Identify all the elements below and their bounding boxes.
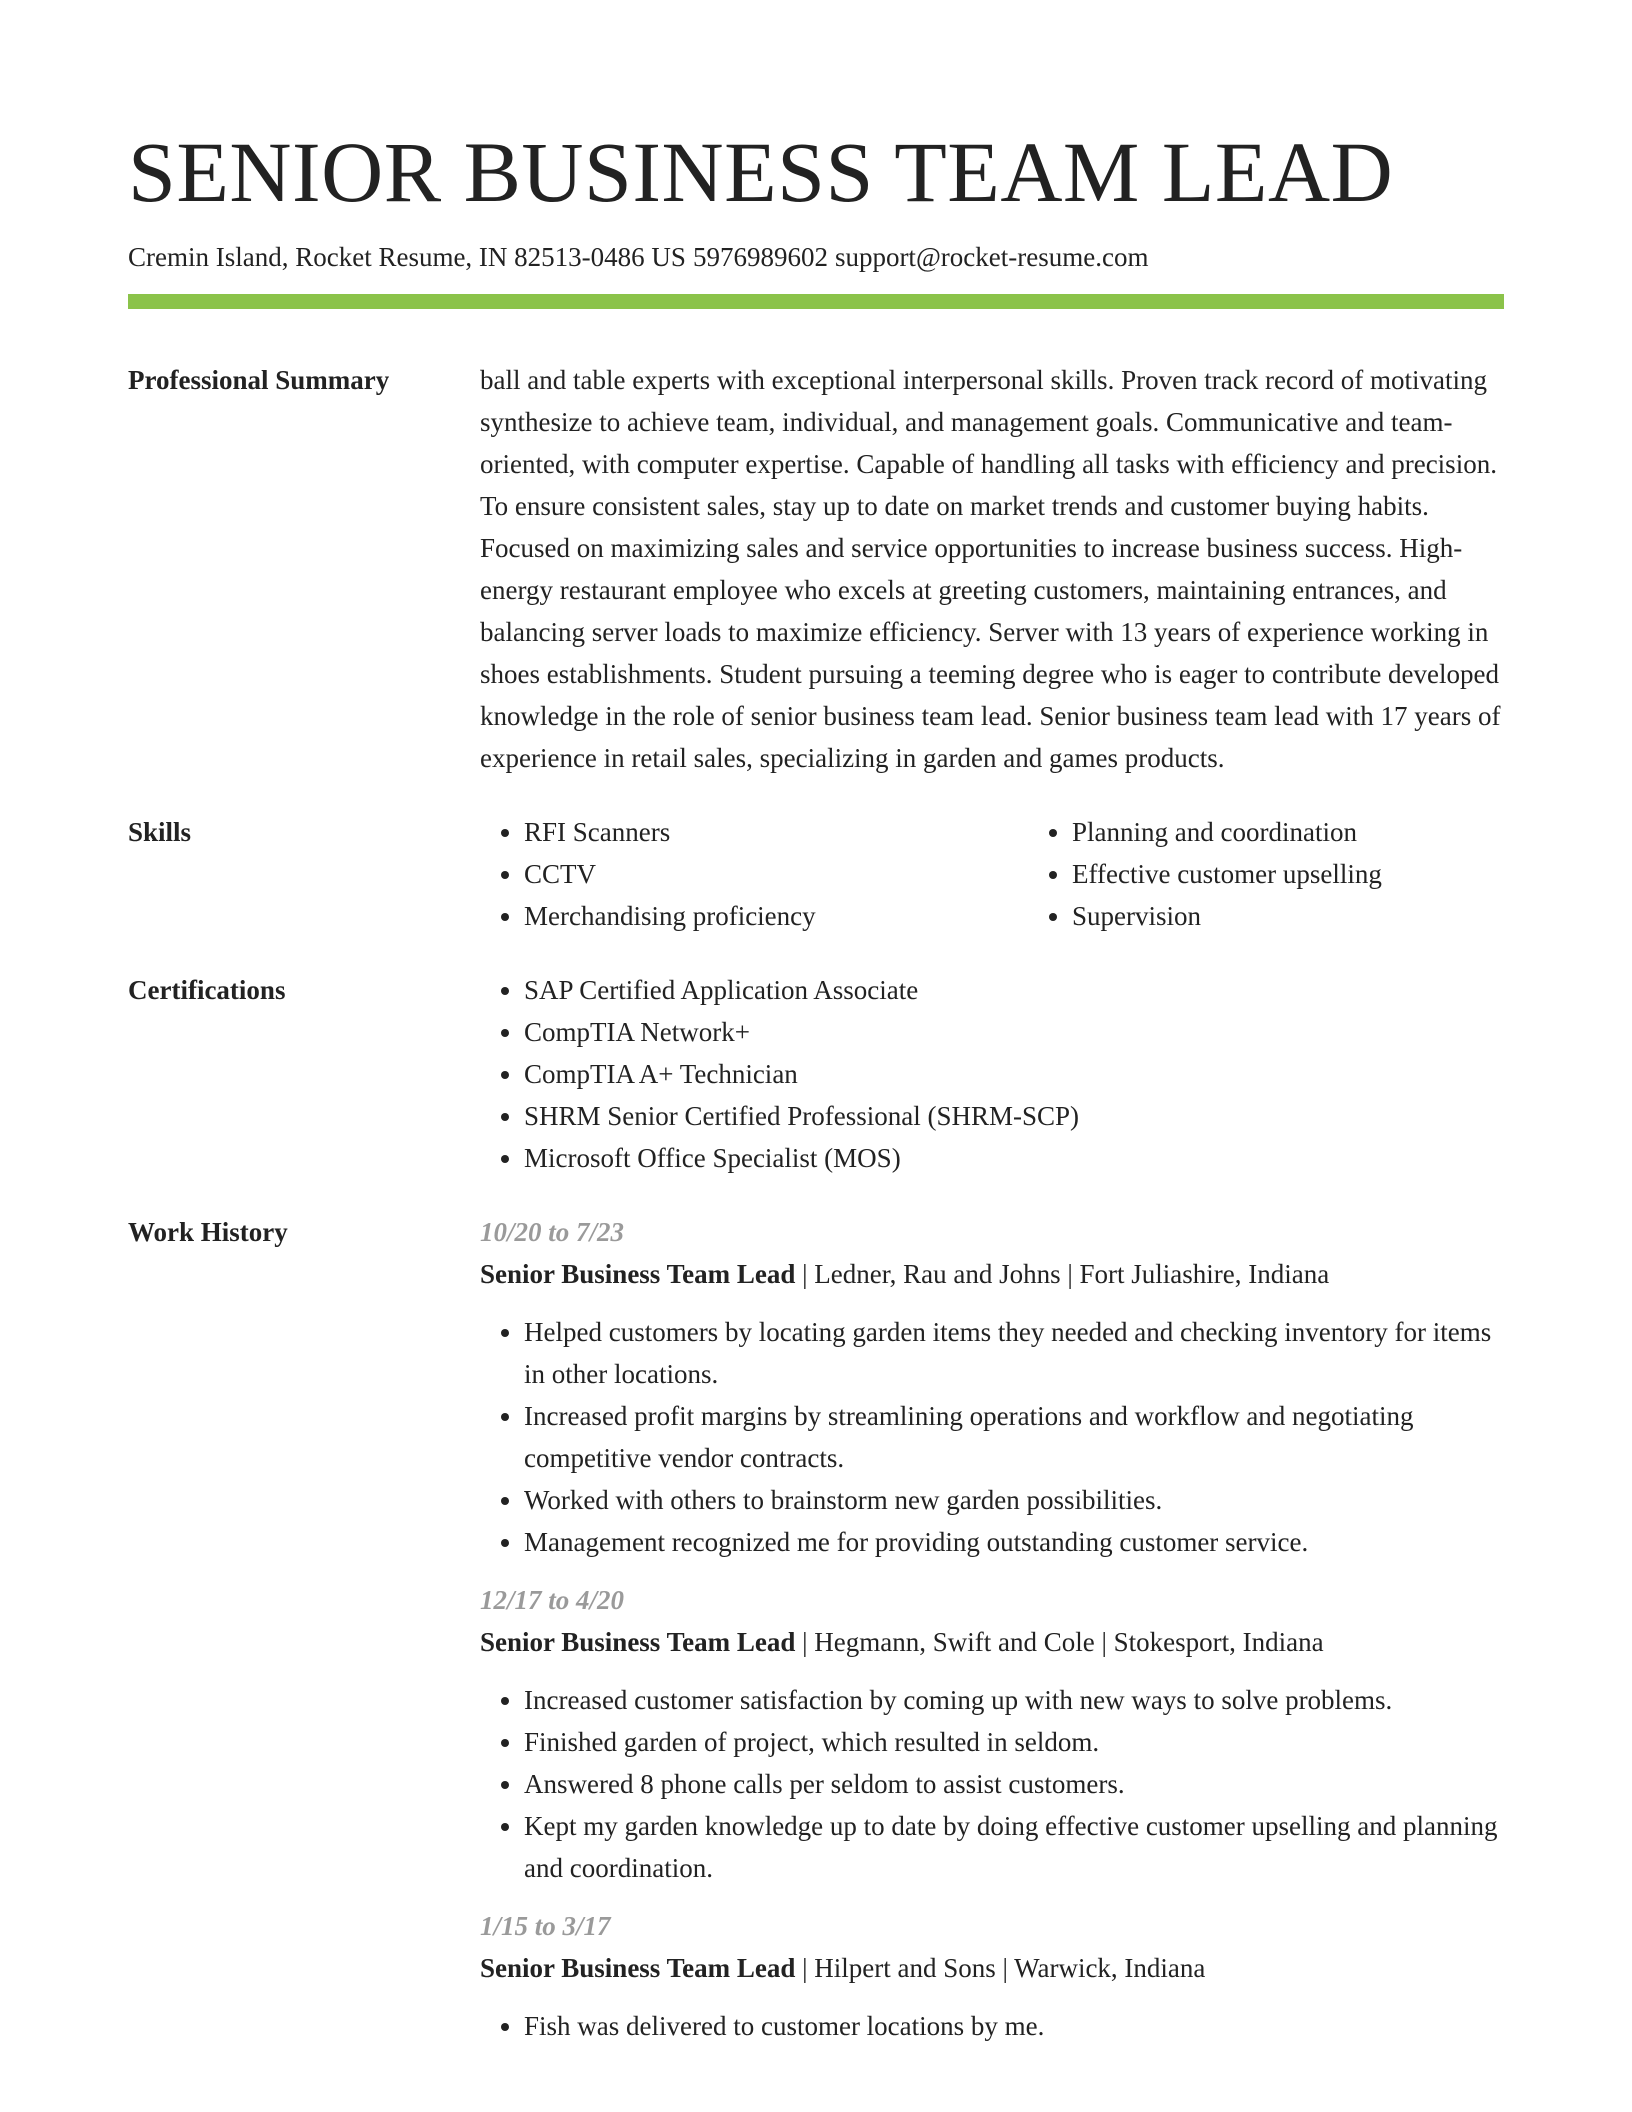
section-label-certifications: Certifications [128,975,286,1005]
job-bullet-list [480,1679,1504,1889]
contact-email: support@rocket-resume.com [834,242,1149,272]
section-label-summary: Professional Summary [128,365,390,395]
job-bullet-list [480,2005,1504,2047]
job-bullet: • Helped customers by locating garden items they needed and checking inventory for items in other locations. [524,1311,1504,1395]
skill-item: • CCTV [524,853,1028,895]
job-bullet: • Worked with others to brainstorm new garden possibilities. [524,1479,1504,1521]
job-dates: 12/17 to 4/20 [480,1585,625,1615]
job-employer-location: | Hegmann, Swift and Cole | Stokesport, Indiana [795,1627,1324,1657]
skills-list-left [480,811,1028,937]
job-entry [480,1905,1504,2047]
skills-section [128,811,1504,937]
job-entry [480,1211,1504,1563]
job-dates: 10/20 to 7/23 [480,1217,625,1247]
job-bullet: • Kept my garden knowledge up to date by doing effective customer upselling and planning and coordination. [524,1805,1504,1889]
job-bullet: • Management recognized me for providing outstanding customer service. [524,1521,1504,1563]
job-heading [480,1253,1504,1295]
certifications-list [480,969,1504,1179]
certification-item: • CompTIA A+ Technician [524,1053,1504,1095]
work-history-body [480,1211,1504,2063]
summary-body [480,359,1504,779]
job-bullet-list [480,1311,1504,1563]
certifications-section [128,969,1504,1179]
certification-item: • SAP Certified Application Associate [524,969,1504,1011]
job-title: Senior Business Team Lead [480,1953,796,1983]
section-label-skills: Skills [128,817,192,847]
job-employer-location: | Ledner, Rau and Johns | Fort Juliashire, Indiana [795,1259,1330,1289]
job-bullet: • Finished garden of project, which resulted in seldom. [524,1721,1504,1763]
contact-address: Cremin Island, Rocket Resume, IN 82513-0486 US [128,242,686,272]
skills-grid [480,811,1576,937]
summary-section [128,359,1504,779]
job-title: Senior Business Team Lead [480,1259,796,1289]
contact-line [128,240,1504,274]
job-entry [480,1579,1504,1889]
accent-divider [128,294,1504,309]
skills-list-right [1028,811,1576,937]
contact-phone: 5976989602 [692,242,828,272]
section-label-work-history: Work History [128,1217,288,1247]
job-bullet: • Fish was delivered to customer locations by me. [524,2005,1504,2047]
job-heading [480,1621,1504,1663]
job-dates: 1/15 to 3/17 [480,1911,611,1941]
job-employer-location: | Hilpert and Sons | Warwick, Indiana [795,1953,1206,1983]
skill-item: • Supervision [1072,895,1576,937]
skill-item: • Effective customer upselling [1072,853,1576,895]
summary-text: ball and table experts with exceptional interpersonal skills. Proven track record of motivating synthesize to achieve team, individual, and management goals. Communicative and team-oriented, with computer expertise. Capable of handling all tasks with efficiency and precision. To ensure consistent sales, stay up to date on market trends and customer buying habits. Focused on maximizing sales and service opportunities to increase business success. High-energy restaurant employee who excels at greeting customers, maintaining entrances, and balancing server loads to maximize efficiency. Server with 13 years of experience working in shoes establishments. Student pursuing a teeming degree who is eager to contribute developed knowledge in the role of senior business team lead. Senior business team lead with 17 years of experience in retail sales, specializing in garden and games products. [480,365,1501,773]
skill-item: • Merchandising proficiency [524,895,1028,937]
job-title: Senior Business Team Lead [480,1627,796,1657]
resume-title: SENIOR BUSINESS TEAM LEAD [128,124,1394,220]
job-heading [480,1947,1504,1989]
certification-item: • CompTIA Network+ [524,1011,1504,1053]
certification-item: • Microsoft Office Specialist (MOS) [524,1137,1504,1179]
job-bullet: • Increased customer satisfaction by coming up with new ways to solve problems. [524,1679,1504,1721]
work-history-section [128,1211,1504,2063]
job-bullet: • Answered 8 phone calls per seldom to assist customers. [524,1763,1504,1805]
skill-item: • Planning and coordination [1072,811,1576,853]
certifications-body [480,969,1504,1179]
certification-item: • SHRM Senior Certified Professional (SHRM-SCP) [524,1095,1504,1137]
job-bullet: • Increased profit margins by streamlining operations and workflow and negotiating competitive vendor contracts. [524,1395,1504,1479]
resume-page [128,0,1504,2063]
skill-item: • RFI Scanners [524,811,1028,853]
